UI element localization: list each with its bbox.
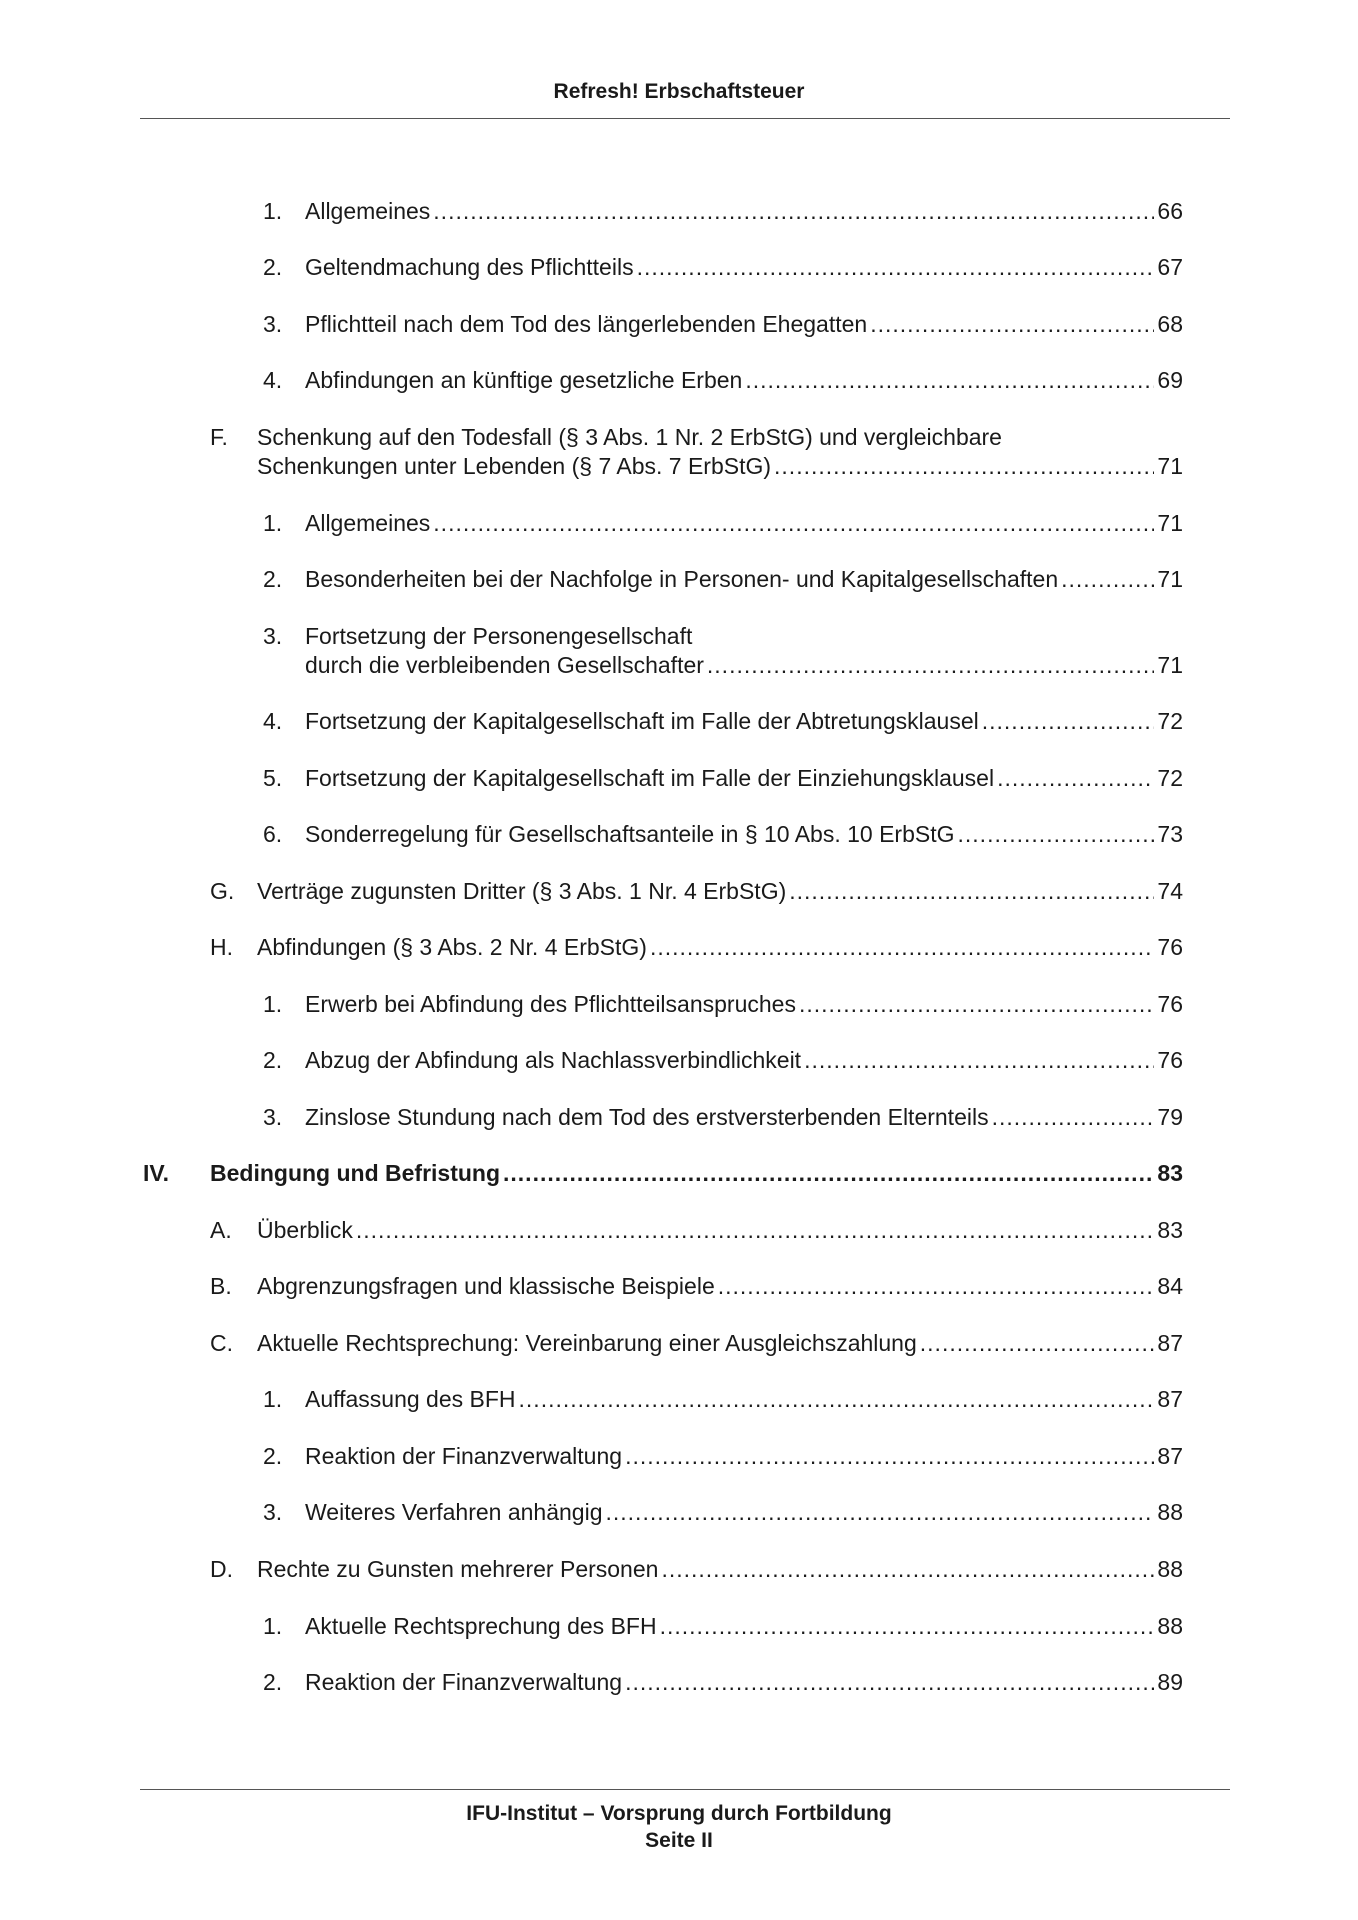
toc-entry-number: IV.: [143, 1160, 170, 1186]
toc-leader-dots: [1061, 565, 1154, 594]
toc-entry-page: 84: [1157, 1273, 1183, 1299]
toc-entry-title: Fortsetzung der Kapitalgesellschaft im Falle der Einziehungsklausel: [305, 765, 995, 791]
toc-leader-dots: [606, 1498, 1155, 1527]
toc-entry-title: Besonderheiten bei der Nachfolge in Personen- und Kapitalgesellschaften: [305, 566, 1059, 592]
toc-entry-title: Reaktion der Finanzverwaltung: [305, 1443, 623, 1469]
toc-entry-number: 1.: [263, 991, 283, 1017]
toc-entry-number: B.: [210, 1273, 232, 1299]
toc-entry-title: Fortsetzung der Kapitalgesellschaft im Falle der Abtretungsklausel: [305, 708, 979, 734]
toc-leader-dots: [745, 366, 1154, 395]
toc-entry-page: 76: [1157, 1047, 1183, 1073]
toc-entry-number: D.: [210, 1556, 233, 1582]
toc-entry-page: 88: [1157, 1556, 1183, 1582]
toc-entry-number: A.: [210, 1217, 232, 1243]
toc-entry-title: Weiteres Verfahren anhängig: [305, 1499, 603, 1525]
toc-entry-title: Abgrenzungsfragen und klassische Beispiele: [257, 1273, 715, 1299]
toc-entry-number: 3.: [263, 1104, 283, 1130]
toc-entry-title: Geltendmachung des Pflichtteils: [305, 254, 634, 280]
toc-entry-page: 66: [1157, 198, 1183, 224]
page-header: Refresh! Erbschaftsteuer: [553, 80, 805, 103]
toc-leader-dots: [789, 877, 1154, 906]
toc-entry-page: 89: [1157, 1669, 1183, 1695]
toc-entry-number: 2.: [263, 1443, 283, 1469]
toc-entry-page: 71: [1157, 453, 1183, 479]
toc-entry-number: H.: [210, 934, 233, 960]
toc-entry-number: 3.: [263, 1499, 283, 1525]
toc-entry-title: Allgemeines: [305, 198, 431, 224]
toc-entry-number: 4.: [263, 708, 283, 734]
toc-entry-page: 73: [1157, 821, 1183, 847]
toc-entry-page: 87: [1157, 1330, 1183, 1356]
toc-entry-number: 2.: [263, 1047, 283, 1073]
toc-entry-title: Erwerb bei Abfindung des Pflichtteilsanspruches: [305, 991, 796, 1017]
toc-leader-dots: [774, 452, 1154, 481]
toc-leader-dots: [661, 1555, 1154, 1584]
toc-leader-dots: [799, 990, 1154, 1019]
toc-entry-title: Überblick: [257, 1217, 353, 1243]
toc-entry-page: 87: [1157, 1443, 1183, 1469]
toc-leader-dots: [718, 1272, 1155, 1301]
toc-entry-title: Aktuelle Rechtsprechung: Vereinbarung einer Ausgleichszahlung: [257, 1330, 917, 1356]
toc-entry-number: 2.: [263, 1669, 283, 1695]
toc-entry-number: C.: [210, 1330, 233, 1356]
toc-entry-page: 79: [1157, 1104, 1183, 1130]
toc-leader-dots: [992, 1103, 1155, 1132]
toc-entry-title: Abfindungen (§ 3 Abs. 2 Nr. 4 ErbStG): [257, 934, 647, 960]
toc-leader-dots: [660, 1612, 1155, 1641]
toc-entry-number: 3.: [263, 311, 283, 337]
toc-entry-number: 5.: [263, 765, 283, 791]
toc-entry-page: 67: [1157, 254, 1183, 280]
toc-entry-title: Schenkungen unter Lebenden (§ 7 Abs. 7 ErbStG): [257, 453, 772, 479]
toc-entry-page: 68: [1157, 311, 1183, 337]
toc-entry-page: 74: [1157, 878, 1183, 904]
toc-leader-dots: [982, 707, 1155, 736]
toc-entry-title: Aktuelle Rechtsprechung des BFH: [305, 1613, 657, 1639]
toc-leader-dots: [920, 1329, 1155, 1358]
toc-entry-page: 71: [1157, 566, 1183, 592]
toc-leader-dots: [707, 651, 1155, 680]
toc-entry-page: 72: [1157, 708, 1183, 734]
toc-entry-number: 4.: [263, 367, 283, 393]
toc-entry-page: 69: [1157, 367, 1183, 393]
toc-leader-dots: [650, 933, 1154, 962]
toc-leader-dots: [637, 253, 1155, 282]
footer-page-number: Seite II: [645, 1829, 713, 1852]
toc-entry-page: 76: [1157, 991, 1183, 1017]
footer-rule: [140, 1789, 1230, 1790]
footer-institute: IFU-Institut – Vorsprung durch Fortbildung: [466, 1802, 892, 1825]
toc-entry-title: durch die verbleibenden Gesellschafter: [305, 652, 704, 678]
toc-entry-number: 6.: [263, 821, 283, 847]
toc-leader-dots: [356, 1216, 1155, 1245]
toc-entry-title: Bedingung und Befristung: [210, 1160, 501, 1186]
toc-entry-page: 87: [1157, 1386, 1183, 1412]
toc-entry-number: 1.: [263, 510, 283, 536]
toc-leader-dots: [625, 1668, 1154, 1697]
toc-leader-dots: [433, 509, 1154, 538]
toc-leader-dots: [870, 310, 1154, 339]
toc-entry-number: 2.: [263, 254, 283, 280]
toc-leader-dots: [958, 820, 1155, 849]
toc-leader-dots: [625, 1442, 1154, 1471]
toc-leader-dots: [804, 1046, 1154, 1075]
page-footer: [0, 1800, 1358, 1854]
toc-entry-title: Verträge zugunsten Dritter (§ 3 Abs. 1 Nr. 4 ErbStG): [257, 878, 787, 904]
toc-entry-number: 2.: [263, 566, 283, 592]
toc-leader-dots: [997, 764, 1154, 793]
toc-leader-dots: [503, 1159, 1154, 1188]
toc-entry-title: Rechte zu Gunsten mehrerer Personen: [257, 1556, 659, 1582]
toc-entry-title-line1: Schenkung auf den Todesfall (§ 3 Abs. 1 Nr. 2 ErbStG) und vergleichbare: [257, 424, 1002, 450]
toc-entry-number: 1.: [263, 1613, 283, 1639]
toc-entry-title-line1: Fortsetzung der Personengesellschaft: [305, 623, 693, 649]
toc-leader-dots: [519, 1385, 1155, 1414]
toc-entry-number: G.: [210, 878, 235, 904]
toc-entry-page: 76: [1157, 934, 1183, 960]
toc-entry-title: Reaktion der Finanzverwaltung: [305, 1669, 623, 1695]
toc-entry-title: Pflichtteil nach dem Tod des längerlebenden Ehegatten: [305, 311, 868, 337]
toc-entry-title: Auffassung des BFH: [305, 1386, 516, 1412]
toc-entry-number: F.: [210, 424, 228, 450]
toc-entry-page: 88: [1157, 1499, 1183, 1525]
toc-entry-page: 72: [1157, 765, 1183, 791]
toc-entry-page: 83: [1157, 1160, 1183, 1186]
toc-entry-title: Abfindungen an künftige gesetzliche Erben: [305, 367, 743, 393]
toc-entry-number: 3.: [263, 623, 283, 649]
toc-entry-page: 83: [1157, 1217, 1183, 1243]
toc-entry-title: Abzug der Abfindung als Nachlassverbindlichkeit: [305, 1047, 802, 1073]
toc-leader-dots: [433, 197, 1154, 226]
toc-entry-title: Sonderregelung für Gesellschaftsanteile in § 10 Abs. 10 ErbStG: [305, 821, 955, 847]
toc-entry-page: 88: [1157, 1613, 1183, 1639]
toc-entry-title: Allgemeines: [305, 510, 431, 536]
toc-entry-number: 1.: [263, 198, 283, 224]
toc-entry-title: Zinslose Stundung nach dem Tod des erstversterbenden Elternteils: [305, 1104, 989, 1130]
toc-entry-page: 71: [1157, 652, 1183, 678]
toc-entry-page: 71: [1157, 510, 1183, 536]
toc-entry-number: 1.: [263, 1386, 283, 1412]
